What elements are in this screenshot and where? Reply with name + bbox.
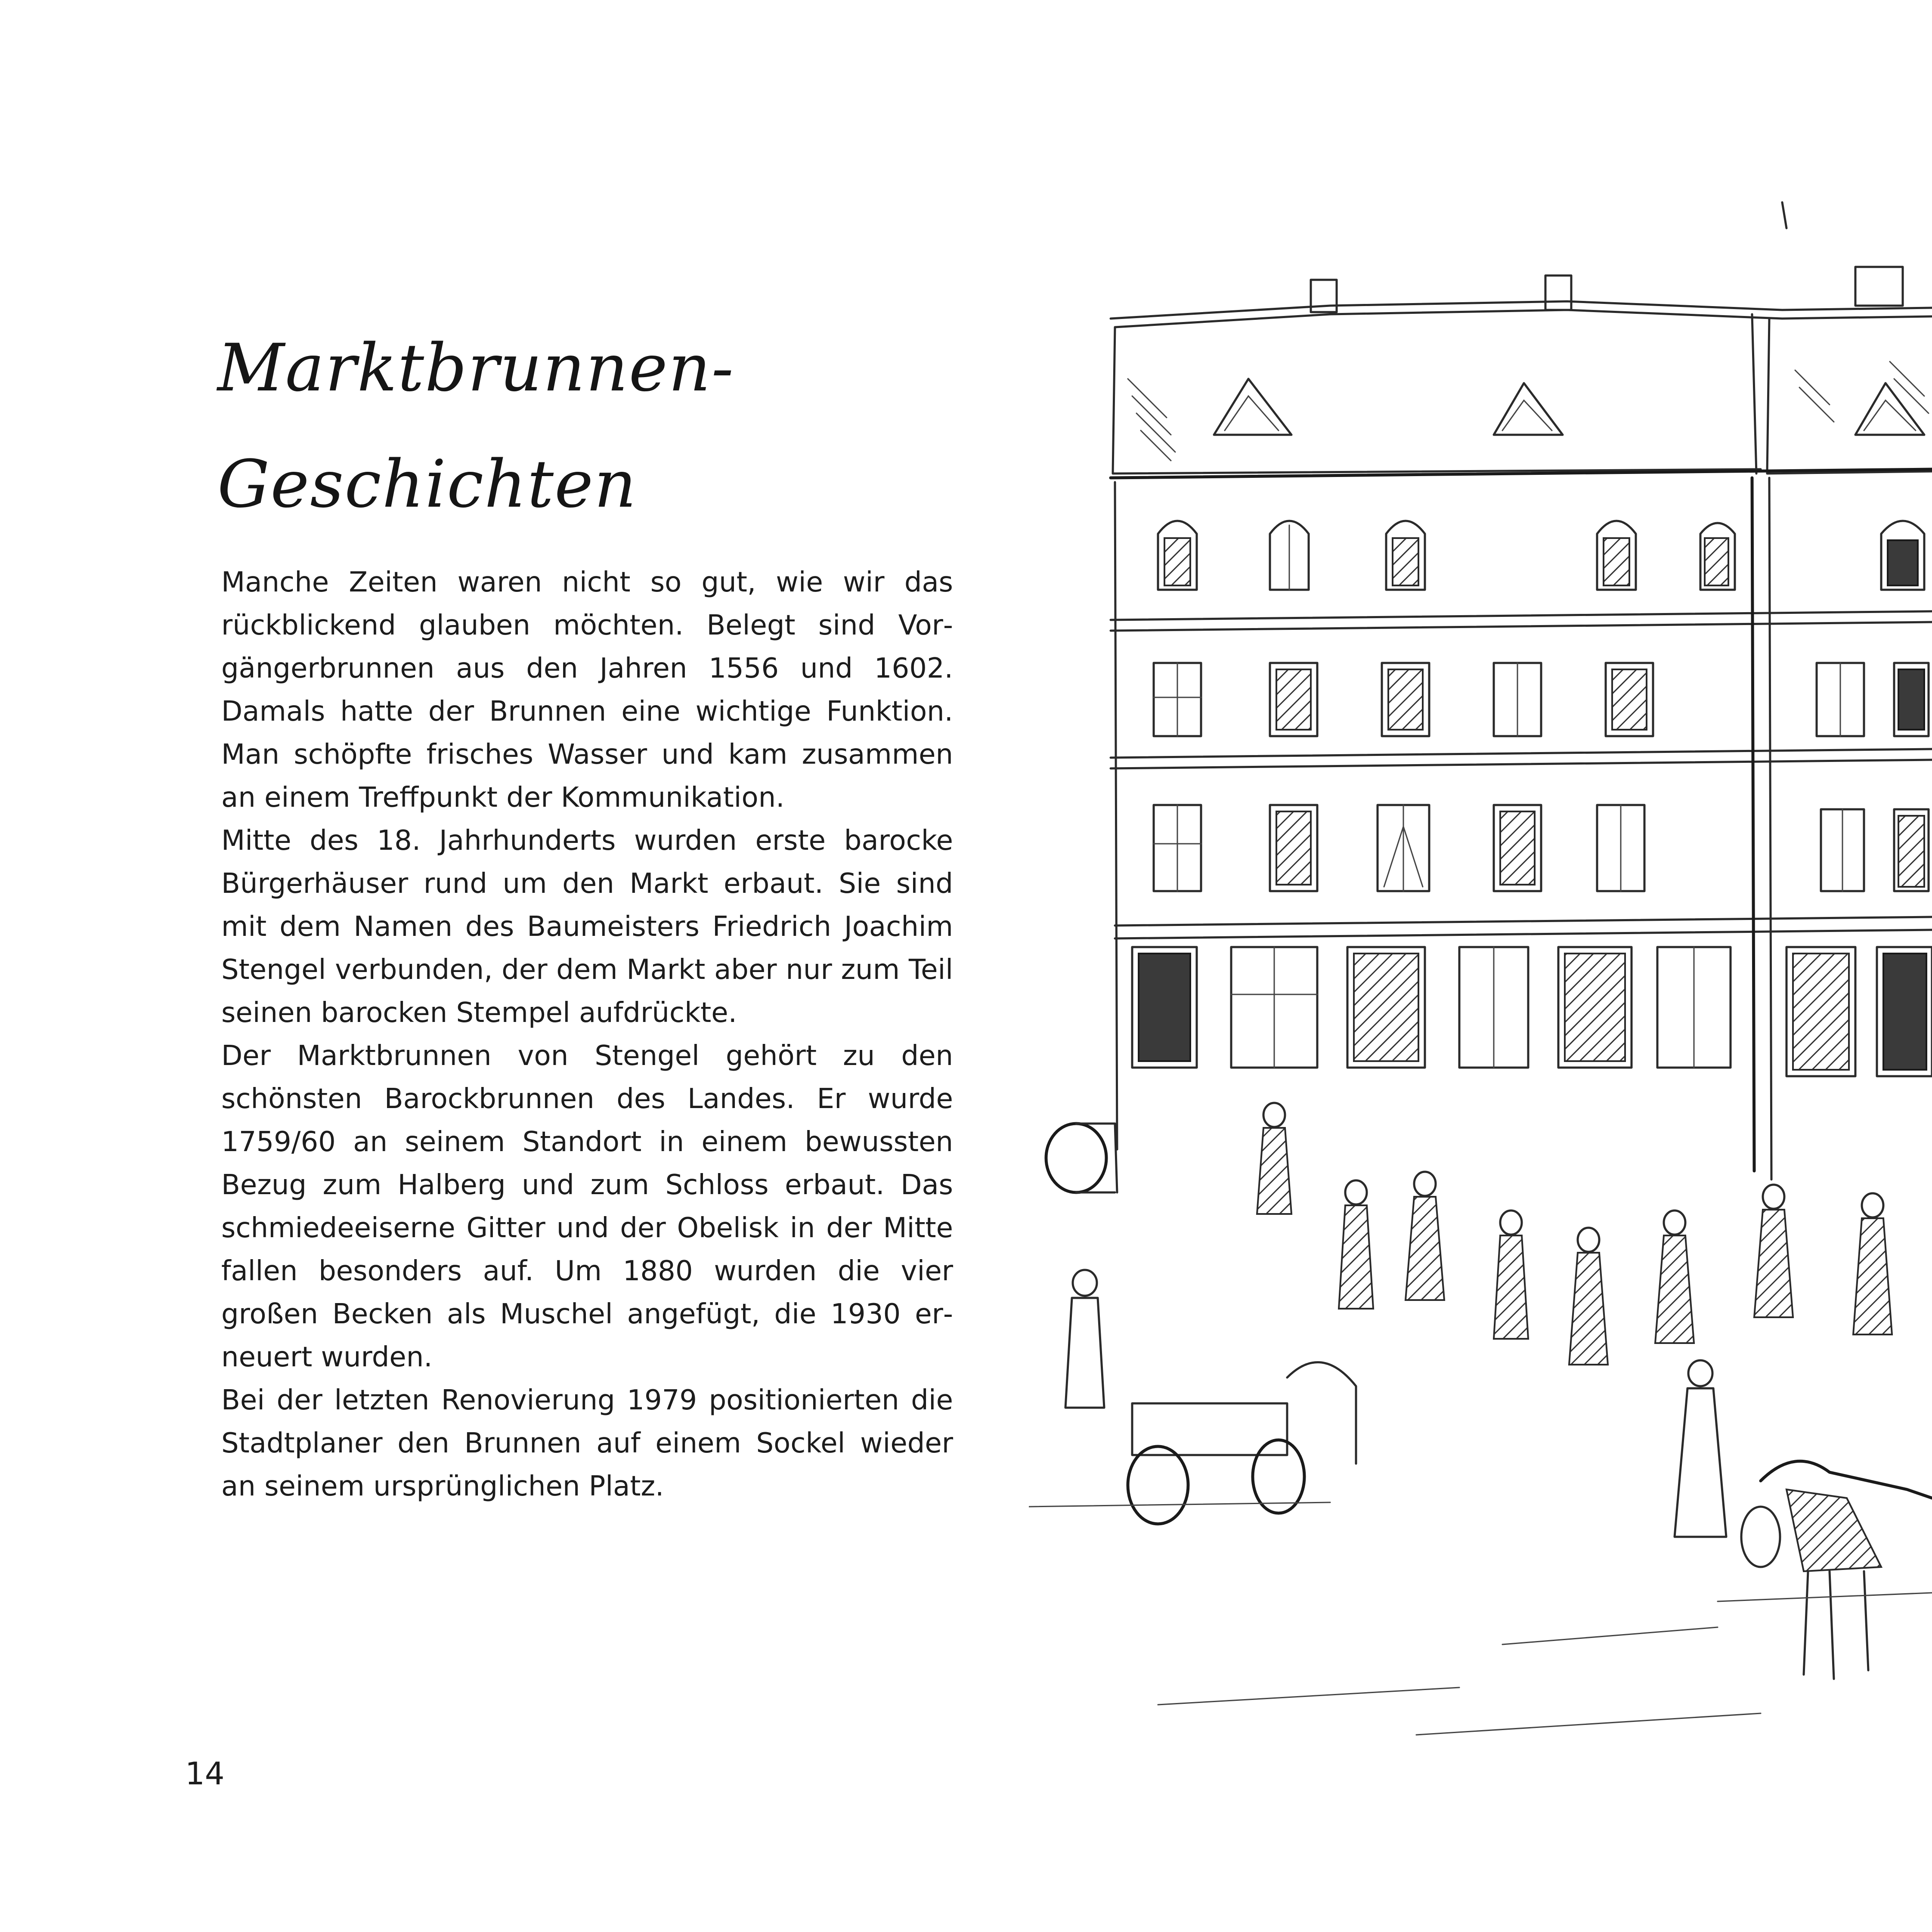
body-text — [221, 561, 953, 1508]
paragraph: Bei der letzten Renovierung 1979 positionierten die Stadtplaner den Brunnen auf einem Sockel wieder an seinem ursprünglichen Platz. — [221, 1384, 953, 1502]
title-line-1: Marktbrunnen- — [217, 330, 734, 406]
chapter-title — [217, 310, 863, 542]
paragraph: Manche Zeiten waren nicht so gut, wie wir das rückblickend glauben möchten. Belegt sind Vorgängerbrunnen aus den Jahren 1556 und 1602. Damals hatte der Brunnen eine wichtige Funktion. Man schöpfte frisches Wasser und kam zusammen an einem Treffpunkt der Kommunikation. — [221, 567, 953, 814]
page-number: 14 — [185, 1756, 225, 1792]
paragraph: Der Marktbrunnen von Stengel gehört zu den schönsten Barockbrunnen des Landes. Er wurde 1759/60 an seinem Standort in einem bewussten Bezug zum Halberg und zum Schloss erbaut. Das schmiedeeiserne Gitter und der Obelisk in der Mitte fallen besonders auf. Um 1880 wurden die vier großen Becken als Muschel angefügt, die 1930 erneuert wurden. — [221, 1040, 953, 1373]
title-line-2: Geschichten — [217, 446, 637, 522]
paragraph: Mitte des 18. Jahrhunderts wurden erste barocke Bürgerhäuser rund um den Markt erbaut. Sie sind mit dem Namen des Baumeisters Friedrich Joachim Stengel verbunden, der dem Markt aber nur zum Teil seinen barocken Stempel aufdrückte. — [221, 825, 953, 1029]
market-square-sketch-illustration — [1029, 138, 1932, 1748]
